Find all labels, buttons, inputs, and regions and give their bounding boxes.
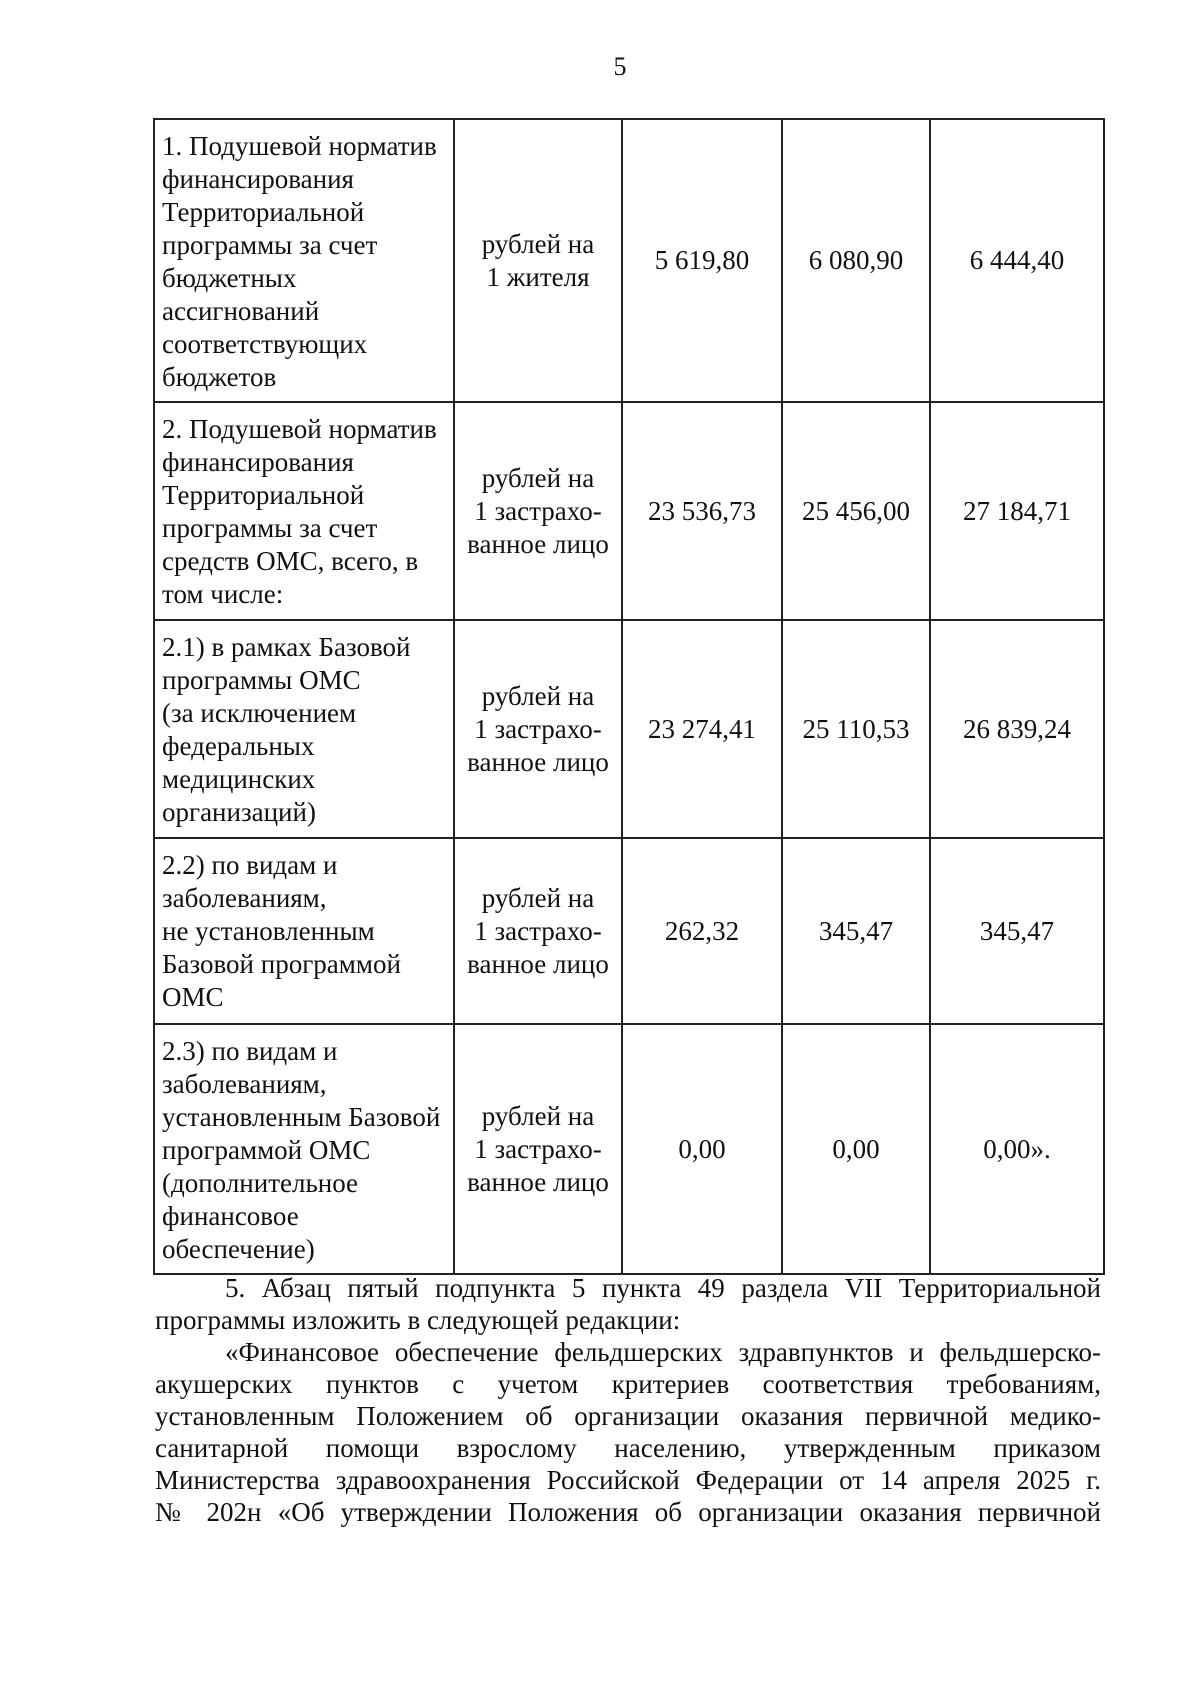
indicator-name-line: (дополнительное bbox=[162, 1168, 359, 1198]
unit-line: ванное лицо bbox=[467, 1166, 609, 1197]
indicator-name-cell bbox=[154, 620, 454, 838]
table-row bbox=[154, 1024, 1104, 1274]
unit-line: рублей на bbox=[481, 680, 595, 711]
indicator-name-line: программы за счет bbox=[162, 513, 378, 543]
indicator-name-line: 2.2) по видам и bbox=[162, 850, 338, 880]
indicator-name-line: заболеваниям, bbox=[162, 1069, 327, 1099]
unit-line: 1 застрахо- bbox=[474, 495, 602, 526]
unit-cell bbox=[454, 119, 622, 402]
indicator-name-line: средств ОМС, всего, в bbox=[162, 546, 419, 576]
table-row bbox=[154, 119, 1104, 402]
unit-line: рублей на bbox=[481, 462, 595, 493]
indicator-name-line: 2.3) по видам и bbox=[162, 1036, 338, 1066]
value-cell-year-1: 23 536,73 bbox=[622, 402, 782, 620]
unit-line: 1 застрахо- bbox=[474, 915, 602, 946]
indicator-name-cell bbox=[154, 119, 454, 402]
indicator-name-line: программой ОМС bbox=[162, 1135, 371, 1165]
indicator-name-line: финансирования bbox=[162, 164, 354, 194]
financing-norms-table bbox=[153, 118, 1105, 1275]
value-cell-year-3: 27 184,71 bbox=[930, 402, 1104, 620]
value-cell-year-2: 25 110,53 bbox=[782, 620, 930, 838]
indicator-name-line: финансовое bbox=[162, 1201, 299, 1231]
unit-line: рублей на bbox=[481, 882, 595, 913]
indicator-name-line: Территориальной bbox=[162, 197, 365, 227]
page-number: 5 bbox=[613, 52, 627, 81]
paragraph bbox=[155, 1272, 1101, 1336]
table-row bbox=[154, 620, 1104, 838]
indicator-name-line: не установленным bbox=[162, 916, 375, 946]
indicator-name-line: медицинских bbox=[162, 764, 316, 794]
value-cell-year-1: 262,32 bbox=[622, 838, 782, 1024]
unit-line: 1 застрахо- bbox=[474, 1133, 602, 1164]
value-cell-year-2: 6 080,90 bbox=[782, 119, 930, 402]
unit-line: ванное лицо bbox=[467, 948, 609, 979]
value-cell-year-2: 345,47 bbox=[782, 838, 930, 1024]
indicator-name-cell bbox=[154, 402, 454, 620]
indicator-name-line: заболеваниям, bbox=[162, 883, 327, 913]
value-cell-year-1: 0,00 bbox=[622, 1024, 782, 1274]
indicator-name-cell bbox=[154, 838, 454, 1024]
paragraph-line: установленным Положением об организации оказания первичной медико- bbox=[155, 1401, 1101, 1431]
indicator-name-line: финансирования bbox=[162, 447, 354, 477]
unit-line: ванное лицо bbox=[467, 746, 609, 777]
paragraph-line: акушерских пунктов с учетом критериев соответствия требованиям, bbox=[155, 1369, 1101, 1399]
value-cell-year-1: 23 274,41 bbox=[622, 620, 782, 838]
value-cell-year-1: 5 619,80 bbox=[622, 119, 782, 402]
paragraph-line: санитарной помощи взрослому населению, утвержденным приказом bbox=[155, 1433, 1101, 1463]
unit-cell bbox=[454, 838, 622, 1024]
indicator-name-line: Базовой программой bbox=[162, 949, 401, 979]
unit-cell bbox=[454, 402, 622, 620]
indicator-name-line: программы за счет bbox=[162, 230, 378, 260]
unit-line: рублей на bbox=[481, 228, 595, 259]
paragraph bbox=[155, 1336, 1101, 1528]
indicator-name-line: (за исключением bbox=[162, 698, 357, 728]
indicator-name-line: бюджетов bbox=[162, 362, 277, 392]
value-cell-year-2: 0,00 bbox=[782, 1024, 930, 1274]
table-row bbox=[154, 402, 1104, 620]
value-cell-year-3: 6 444,40 bbox=[930, 119, 1104, 402]
indicator-name-cell bbox=[154, 1024, 454, 1274]
paragraph-line: «Финансовое обеспечение фельдшерских здравпунктов и фельдшерско- bbox=[225, 1337, 1101, 1367]
unit-cell bbox=[454, 1024, 622, 1274]
unit-line: рублей на bbox=[481, 1100, 595, 1131]
indicator-name-line: обеспечение) bbox=[162, 1234, 315, 1264]
unit-line: 1 застрахо- bbox=[474, 713, 602, 744]
paragraph-line: № 202н «Об утверждении Положения об организации оказания первичной bbox=[155, 1497, 1101, 1527]
value-cell-year-3: 0,00». bbox=[930, 1024, 1104, 1274]
indicator-name-line: соответствующих bbox=[162, 329, 368, 359]
value-cell-year-3: 345,47 bbox=[930, 838, 1104, 1024]
indicator-name-line: бюджетных bbox=[162, 263, 297, 293]
indicator-name-line: 2.1) в рамках Базовой bbox=[162, 632, 411, 662]
indicator-name-line: установленным Базовой bbox=[162, 1102, 441, 1132]
paragraph-line: программы изложить в следующей редакции: bbox=[155, 1305, 681, 1335]
paragraph-line: Министерства здравоохранения Российской Федерации от 14 апреля 2025 г. bbox=[155, 1465, 1101, 1495]
indicator-name-line: 2. Подушевой норматив bbox=[162, 414, 437, 444]
unit-cell bbox=[454, 620, 622, 838]
indicator-name-line: ОМС bbox=[162, 982, 224, 1012]
table-row bbox=[154, 838, 1104, 1024]
indicator-name-line: программы ОМС bbox=[162, 665, 361, 695]
paragraph-line: 5. Абзац пятый подпункта 5 пункта 49 раздела VII Территориальной bbox=[225, 1273, 1101, 1303]
value-cell-year-3: 26 839,24 bbox=[930, 620, 1104, 838]
indicator-name-line: том числе: bbox=[162, 579, 284, 609]
unit-line: 1 жителя bbox=[486, 261, 590, 292]
body-text bbox=[155, 1272, 1101, 1528]
indicator-name-line: Территориальной bbox=[162, 480, 365, 510]
unit-line: ванное лицо bbox=[467, 528, 609, 559]
indicator-name-line: федеральных bbox=[162, 731, 315, 761]
indicator-name-line: ассигнований bbox=[162, 296, 320, 326]
indicator-name-line: 1. Подушевой норматив bbox=[162, 131, 437, 161]
indicator-name-line: организаций) bbox=[162, 797, 316, 827]
value-cell-year-2: 25 456,00 bbox=[782, 402, 930, 620]
